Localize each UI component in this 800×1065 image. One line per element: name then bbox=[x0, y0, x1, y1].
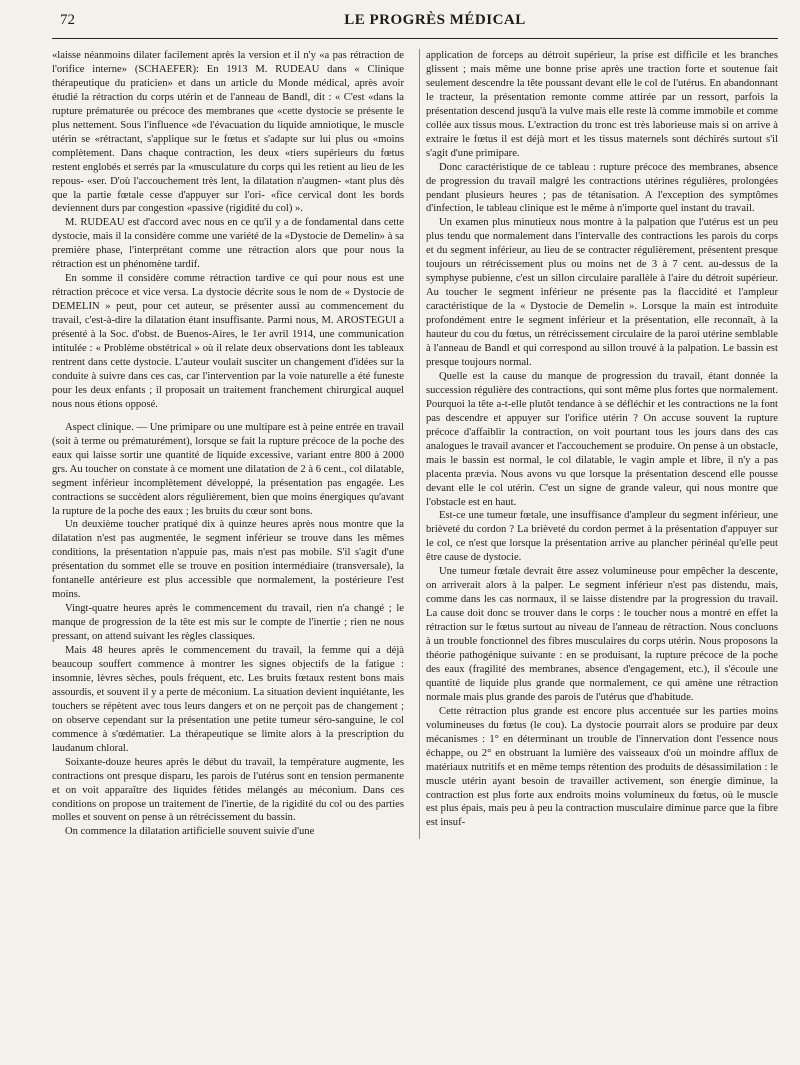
column-divider bbox=[419, 49, 420, 839]
paragraph: En somme il considère comme rétraction tardive ce qui pour nous est une rétraction précoce et vice versa. La dystocie décrite sous le nom de « Dystocie de DEMELIN » peut, pour cet auteur, se présenter aussi au commencement du travail, c'est-à-dire la dilatation étant insuffisante. Parmi nous, M. AROSTEGUI a présenté à la Soc. d'obst. de Buenos-Aires, le 1er avril 1914, une communication intitulée : « Problème obstétrical » où il relate deux observations dont les tableaux rentrent dans cette dystocie. L'auteur voulait susciter un changement d'idées sur la conduite à suivre dans ces cas, car l'intervention par la voie naturelle a été funeste pour les deux enfants ; il proposait un traitement franchement chirurgical auquel nous nous étions opposé. bbox=[52, 273, 404, 410]
paragraph: Un examen plus minutieux nous montre à la palpation que l'utérus est un peu plus tendu que normalement dans l'intervalle des contractions les parois du corps et du segment inférieur, au lieu de se contracter régulièrement, présentent presque toujours un rétrécissement plus ou moins net de 3 à 7 cent. au-dessus de la symphyse pubienne, c'est un sillon circulaire parallèle à l'aire du détroit supérieur. Au toucher le segment inférieur ne présente pas la flaccidité et l'ampleur caractéristique de la « Dystocie de Demelin ». Lorsque la main est introduite profondément entre le segment inférieur et la présentation, elle reconnaît, à la hauteur du cou du fœtus, un rétrécissement circulaire de la paroi utérine semblable à l'anneau de Bandl et qui correspond au sillon trouvé à la palpation. Le bassin est presque toujours normal. bbox=[426, 217, 778, 368]
paragraph: Un deuxième toucher pratiqué dix à quinze heures après nous montre que la dilatation n'est pas augmentée, le segment inférieur se trouve dans les mêmes conditions, la présentation n'appuie pas, mais n'est pas mobile. S'il s'agit d'une présentation du sommet elle se trouve en position intermédiaire (transversale), la fontanelle antérieure est plus accessible que normalement, la postérieure l'est moins. bbox=[52, 519, 404, 601]
two-column-body bbox=[52, 49, 778, 839]
paragraph: Quelle est la cause du manque de progression du travail, étant donnée la succession régulière des contractions, qui sont même plus fortes que normalement. Pourquoi la tête a-t-elle plutôt tendance à se défléchir et les contractions ne la font pas descendre et appuyer sur l'orifice utérin ? On accuse souvent la rupture précoce d'affaiblir la contraction, on voit pourtant tous les jours dans des cas analogues le travail avancer et l'accouchement se produire. On pense à un obstacle, mais le bassin est normal, le col dilatable, le vagin ample et libre, il n'y a pas placenta prævia. Nous avons vu que lorsque la présentation descend elle pousse devant elle le col utérin. C'est un signe de grande valeur, qui nous montre que l'obstacle est en haut. bbox=[426, 370, 778, 508]
running-title: LE PROGRÈS MÉDICAL bbox=[344, 12, 526, 28]
page-number: 72 bbox=[60, 12, 75, 28]
paragraph: Une tumeur fœtale devrait être assez volumineuse pour empêcher la descente, on arriverait alors à la palper. Le segment inférieur n'est pas distendu, mais, comme dans les cas normaux, il se laisse distendre par la progression du travail. La cause doit donc se trouver dans le corps : le toucher nous a montré en effet la rétraction sur le fœtus surtout au niveau de l'anneau de rétraction. Nous concluons à un trouble fonctionnel des fibres musculaires du corps utérin. Nous proposons la théorie pathogénique suivante : en se produisant, la rupture précoce de la poche des eaux (fragilité des membranes, absence d'engagement, etc.), il s'écoule une quantité de liquide plus grande que normalement, ce qui amène une rétraction normale mais plus grande des parois de l'utérus que d'habitude. bbox=[426, 566, 778, 703]
right-column bbox=[426, 49, 778, 839]
paragraph: Est-ce une tumeur fœtale, une insuffisance d'ampleur du segment inférieur, une brièveté du cordon ? La brièveté du cordon permet à la présentation d'appuyer sur le col, ce n'est que lorsque la présentation arrive au plancher périnéal qu'elle peut être cause de dystocie. bbox=[426, 510, 778, 564]
paragraph: Aspect clinique. — Une primipare ou une multipare est à peine entrée en travail (soit à terme ou prématurément), lorsque se fait la rupture précoce de la poche des eaux qui laisse sortir une quantité de liquide excessive, variant entre 800 à 2000 grs. Au toucher on constate à ce moment une dilatation de 2 à 6 cent., col dilatable, segment inférieur incomplètement développé, la présentation pas engagée. Les contractions se succèdent alors régulièrement, bien que moins énergiques qu'avant la rupture de la poche des eaux ; les bruits du cœur sont bons. bbox=[52, 421, 404, 517]
page-header bbox=[52, 0, 778, 39]
paragraph: Cette rétraction plus grande est encore plus accentuée sur les parties moins volumineuses du fœtus (le cou). La dystocie pourrait alors se produire par deux mécanismes : 1° en déterminant un trouble de l'innervation dont l'essence nous échappe, ou 2° en obstruant la lumière des vaisseaux d'où un moindre afflux de matériaux nutritifs et en même temps rétention des produits de désassimilation : le muscle utérin ayant besoin de travailler activement, son énergie diminue, la contraction est plus forte aux endroits moins volumineux du fœtus, où le muscle est plus épais, mais peu à peu la contraction musculaire diminue parce que la fibre est insuf- bbox=[426, 705, 778, 829]
paragraph: application de forceps au détroit supérieur, la prise est difficile et les branches glissent ; mais même une bonne prise après une traction forte et soutenue fait seulement descendre la tête poussant devant elle le col de l'utérus. En abandonnant le tracteur, la présentation remonte comme attirée par un ressort, parfois la présentation descend jusqu'à la vulve mais elle reste là comme immobile et comme collée aux tissus mous. L'extraction du tronc est très laborieuse mais si on arrive à extraire le fœtus il est déjà mort et les tissus maternels sont déchirés surtout s'il s'agit d'une primipare. bbox=[426, 50, 778, 159]
paragraph: On commence la dilatation artificielle souvent suivie d'une bbox=[65, 826, 315, 838]
paragraph: M. RUDEAU est d'accord avec nous en ce qu'il y a de fondamental dans cette dystocie, mais il la considère comme une variété de la «Dystocie de Demelin» à sa première phase, l'interprétant comme une rétraction alors que pour nous la rétraction est un phénomène tardif. bbox=[52, 217, 404, 271]
paragraph: Mais 48 heures après le commencement du travail, la femme qui a déjà beaucoup souffert commence à montrer les signes objectifs de la fatigue : insomnie, lèvres sèches, pouls fréquent, etc. Les bruits fœtaux restent bons mais assourdis, et souvent il y a perte de méconium. La situation devient inquiétante, les touchers se répètent avec tous leurs dangers et on ne perçoit pas de changement ; on observe cependant sur la présentation une petite tumeur séro-sanguine, le col commence à s'œdématier. La thérapeutique se limite alors à la prescription du laudanum chloral. bbox=[52, 645, 404, 754]
left-column bbox=[52, 49, 404, 839]
paragraph: «laisse néanmoins dilater facilement après la version et il n'y «a pas rétraction de l'orifice interne» (SCHAEFER): En 1913 M. RUDEAU dans « Clinique thérapeutique du praticien» et dans un article du Monde médical, après avoir étudié la rétraction du corps utérin et de l'anneau de Bandl, dit : « C'est «dans la rupture prématurée ou précoce des membranes que «cette dystocie se présente le plus nettement. Sous l'influence «de l'évacuation du liquide amniotique, le muscle utérin se «rétractant, s'applique sur le fœtus et s'adapte sur lui plus ou «moins complètement. Dans chaque contraction, les deux «tiers supérieurs du fœtus restent englobés et serrés par la «musculature du corps qui les retient au lieu de les repous- «ser. D'où l'accouchement très lent, la dilatation n'augmen- «tant plus dès que la partie fœtale cesse d'appuyer sur l'ori- «fice cervical dont les bords deviennent durs par congestion «passive (rigidité du col) ». bbox=[52, 50, 404, 215]
paragraph: Soixante-douze heures après le début du travail, la température augmente, les contractions ont presque disparu, les parois de l'utérus sont en tension permanente et on voit apparaître des liquides fétides mélangés au méconium. Dans ces conditions on propose un traitement de l'inertie, de la rigidité du col ou des parties molles et souvent on pense à un rétrécissement du bassin. bbox=[52, 756, 404, 824]
paragraph: Vingt-quatre heures après le commencement du travail, rien n'a changé ; le manque de progression de la tête est mis sur le compte de l'inertie ; rien ne nous pressant, on attend suivant les règles classiques. bbox=[52, 603, 404, 643]
paragraph: Donc caractéristique de ce tableau : rupture précoce des membranes, absence de progression du travail malgré les contractions utérines régulières, prolongées pendant plusieurs heures ; pas de tétanisation. A l'exception des symptômes d'infection, le tableau clinique est le même à n'importe quel instant du travail. bbox=[426, 161, 778, 215]
